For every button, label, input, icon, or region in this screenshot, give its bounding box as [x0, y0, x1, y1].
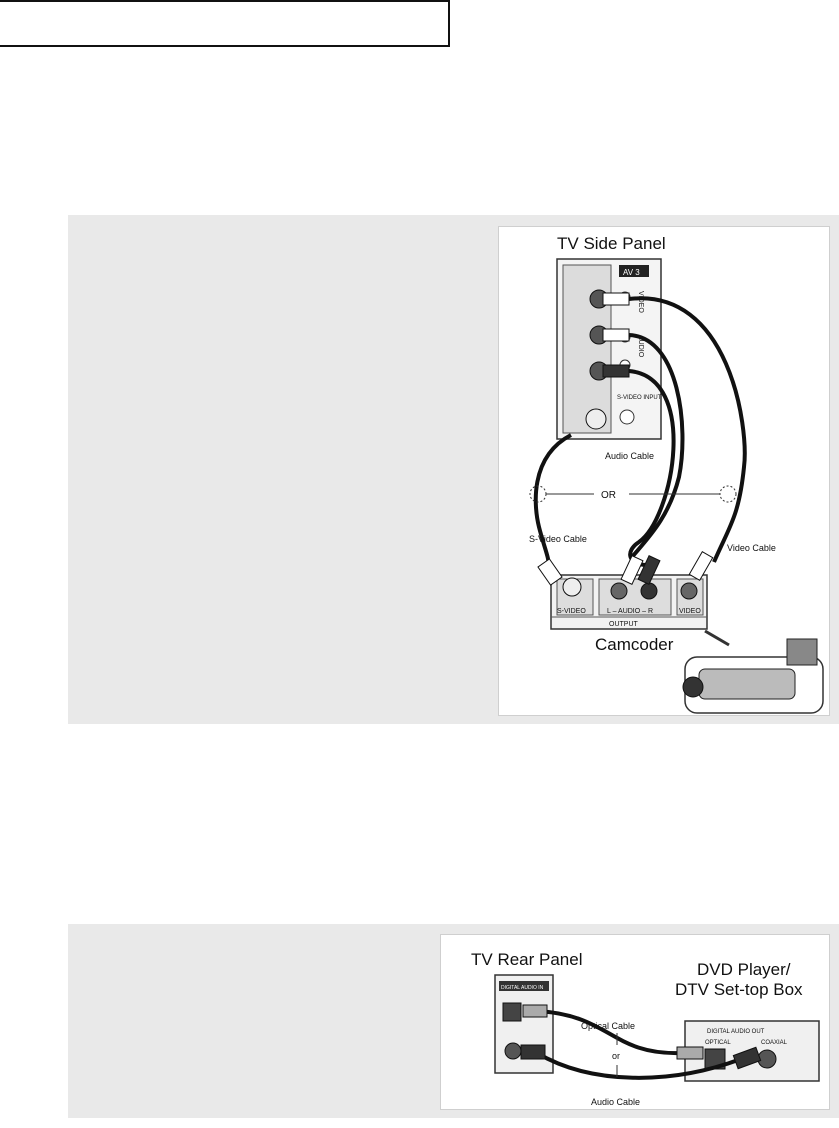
- camcorder-label: Camcoder: [595, 635, 674, 654]
- tv-svideo-indicator: [620, 410, 634, 424]
- tv-rear-panel-title: TV Rear Panel: [471, 950, 583, 969]
- digital-audio-connection-figure: [440, 934, 830, 1110]
- out-svideo-label: S-VIDEO: [557, 608, 586, 615]
- digital-audio-in-label: DIGITAL AUDIO IN: [501, 985, 544, 991]
- out-audio-label: L – AUDIO – R: [607, 608, 654, 615]
- audio-r-out-jack: [641, 583, 657, 599]
- out-video-label: VIDEO: [679, 608, 701, 615]
- optical-cable-label: Optical Cable: [581, 1021, 636, 1031]
- audio-cable-label: Audio Cable: [591, 1097, 641, 1107]
- coaxial-label: COAXIAL: [761, 1040, 788, 1046]
- camcorder-connection-figure: [498, 226, 830, 716]
- video-plug-cam: [689, 552, 712, 581]
- svideo-out-jack: [563, 578, 581, 596]
- tv-svideo-jack: [586, 409, 606, 429]
- digital-audio-out-label: DIGITAL AUDIO OUT: [707, 1029, 765, 1035]
- video-cable-label: Video Cable: [727, 543, 776, 553]
- tv-side-panel-title: TV Side Panel: [557, 234, 666, 253]
- video-marker: [720, 486, 736, 502]
- device-coaxial-jack: [758, 1050, 776, 1068]
- camcorder-icon: [683, 631, 823, 713]
- video-out-jack: [681, 583, 697, 599]
- av-label: AV 3: [623, 268, 640, 277]
- device-title-line1: DVD Player/: [697, 960, 791, 979]
- optical-plug-tv: [523, 1005, 547, 1017]
- audio-plug-tv: [521, 1045, 545, 1059]
- device-title-line2: DTV Set-top Box: [675, 980, 803, 999]
- video-plug-tv: [603, 293, 629, 305]
- tv-video-label: VIDEO: [637, 291, 644, 313]
- header-box: [0, 0, 450, 47]
- audio-plug-tv-l: [603, 329, 629, 341]
- audio-cable-label: Audio Cable: [605, 451, 655, 461]
- or-label: or: [612, 1051, 621, 1061]
- tv-jack-strip: [563, 265, 611, 433]
- or-label: OR: [601, 490, 616, 501]
- tv-audio-label: AUDIO: [637, 335, 644, 358]
- tv-coaxial-jack: [505, 1043, 521, 1059]
- output-label: OUTPUT: [609, 621, 638, 628]
- audio-l-out-jack: [611, 583, 627, 599]
- optical-plug-device: [677, 1047, 703, 1059]
- optical-label: OPTICAL: [705, 1040, 731, 1046]
- optical-cable: [537, 1011, 681, 1053]
- camcorder-diagram: [499, 227, 829, 715]
- svideo-cable-label: S-Video Cable: [529, 534, 587, 544]
- tv-svideo-input-label: S-VIDEO INPUT: [617, 395, 662, 401]
- tv-optical-jack: [503, 1003, 521, 1021]
- audio-plug-tv-r: [603, 365, 629, 377]
- digital-audio-diagram: [441, 935, 829, 1109]
